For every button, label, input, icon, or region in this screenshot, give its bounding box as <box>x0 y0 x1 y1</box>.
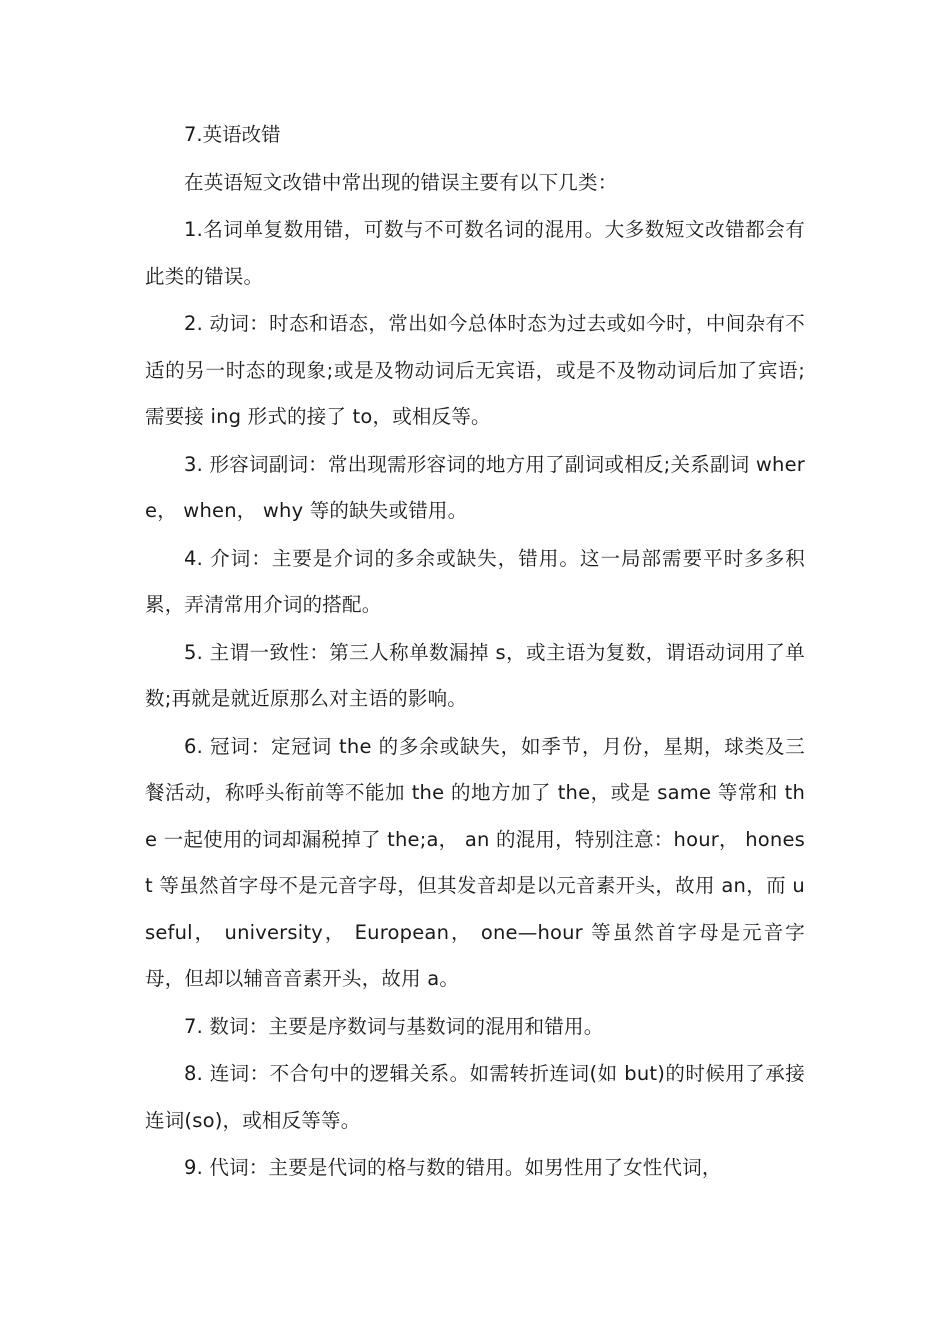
error-type-6: 6. 冠词：定冠词 the 的多余或缺失，如季节，月份，星期，球类及三餐活动，称呼头衔前等不能加 the 的地方加了 the，或是 same 等常和 the 一起使用的词却漏税掉了 the;a， an 的混用，特别注意：hour， honest 等虽然首字母不是元音字母，但其发音却是以元音素开头，故用 an，而 useful， university， European， one—hour 等虽然首字母是元音字母，但却以辅音音素开头，故用 a。 <box>145 734 805 990</box>
error-type-1: 1.名词单复数用错，可数与不可数名词的混用。大多数短文改错都会有此类的错误。 <box>145 218 805 288</box>
error-type-3: 3. 形容词副词：常出现需形容词的地方用了副词或相反;关系副词 where， when， why 等的缺失或错用。 <box>145 452 805 522</box>
document-page <box>145 112 805 1193</box>
error-type-7: 7. 数词：主要是序数词与基数词的混用和错用。 <box>184 1014 604 1038</box>
section-heading: 7.英语改错 <box>184 123 281 146</box>
error-type-4: 4. 介词：主要是介词的多余或缺失，错用。这一局部需要平时多多积累，弄清常用介词的搭配。 <box>145 546 805 616</box>
error-type-9: 9. 代词：主要是代词的格与数的错用。如男性用了女性代词， <box>184 1156 722 1179</box>
intro-paragraph: 在英语短文改错中常出现的错误主要有以下几类： <box>184 170 618 194</box>
error-type-5: 5. 主谓一致性：第三人称单数漏掉 s，或主语为复数，谓语动词用了单数;再就是就近原那么对主语的影响。 <box>145 640 805 710</box>
error-type-2: 2. 动词：时态和语态，常出如今总体时态为过去或如今时，中间杂有不适的另一时态的现象;或是及物动词后无宾语，或是不及物动词后加了宾语;需要接 ing 形式的接了 to，或相反等。 <box>145 312 805 428</box>
error-type-8: 8. 连词：不合句中的逻辑关系。如需转折连词(如 but)的时候用了承接连词(so)，或相反等等。 <box>145 1062 805 1132</box>
